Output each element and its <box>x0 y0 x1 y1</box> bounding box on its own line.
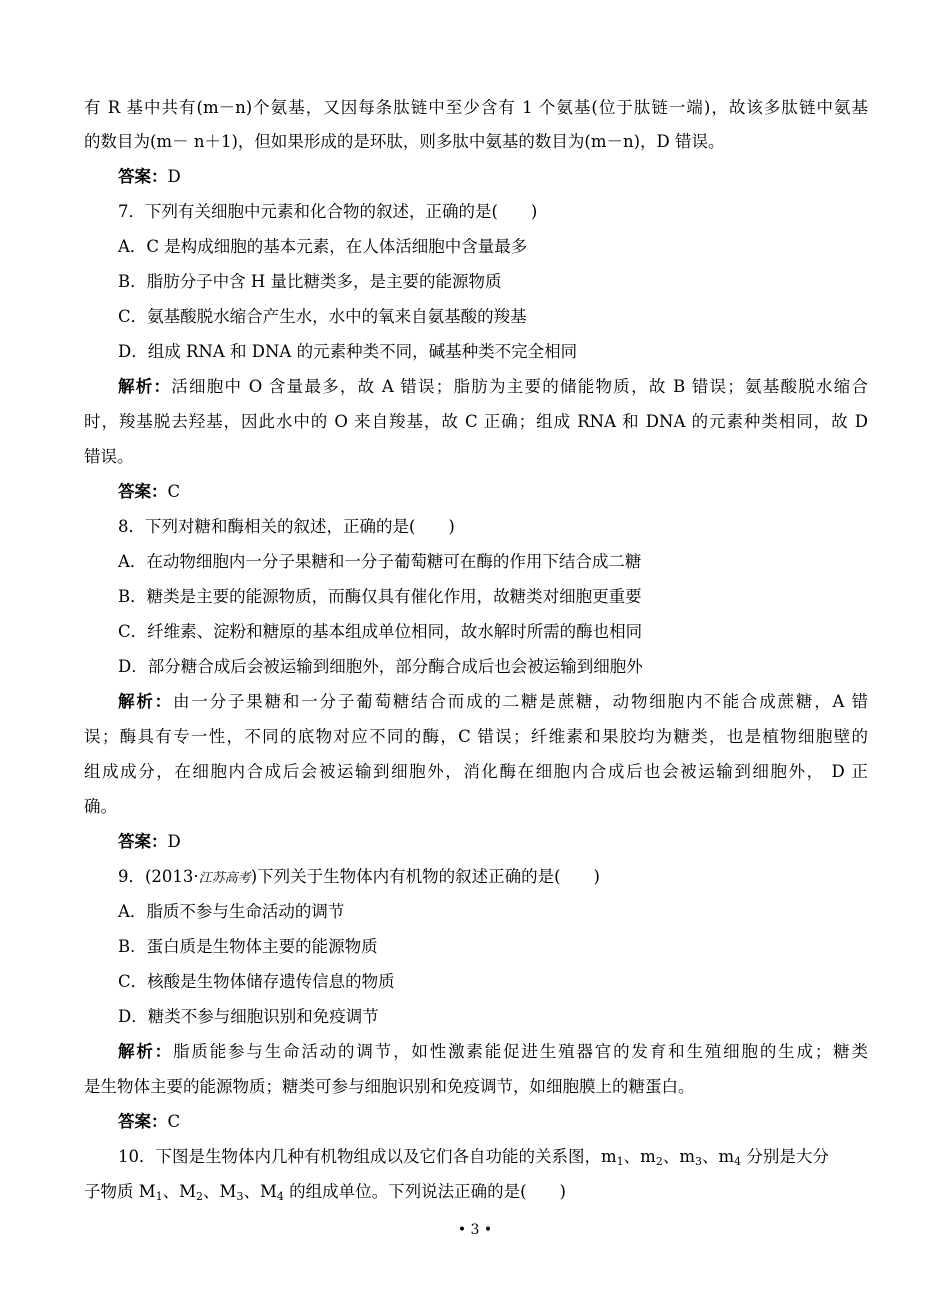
answer-line <box>118 165 868 189</box>
stem-text: )下列关于生物体内有机物的叙述正确的是( ) <box>250 867 600 886</box>
stem-text: 子物质 M <box>84 1182 156 1201</box>
answer-value: C <box>167 1112 181 1131</box>
explanation-text: 活细胞中 O 含量最多，故 A 错误；脂肪为主要的储能物质，故 B 错误；氨基酸脱水缩合 <box>171 377 868 396</box>
page-number: • 3 • <box>457 1222 493 1238</box>
question-8-option-b: B．糖类是主要的能源物质，而酶仅具有催化作用，故糖类对细胞更重要 <box>118 587 642 606</box>
question-9-option-d: D．糖类不参与细胞识别和免疫调节 <box>118 1007 379 1026</box>
explanation-line: 是生物体主要的能源物质；糖类可参与细胞识别和免疫调节，如细胞膜上的糖蛋白。 <box>84 1077 695 1096</box>
stem-text: 、M <box>203 1182 237 1201</box>
question-8-option-c: C．纤维素、淀粉和糖原的基本组成单位相同，故水解时所需的酶也相同 <box>118 622 643 641</box>
stem-prefix: 9．(2013· <box>118 867 199 886</box>
answer-value: C <box>167 482 181 501</box>
explanation-line <box>118 690 868 714</box>
subscript: 4 <box>276 1190 284 1203</box>
stem-text: 10．下图是生物体内几种有机物组成以及它们各自功能的关系图，m <box>118 1147 617 1166</box>
question-9-option-b: B．蛋白质是生物体主要的能源物质 <box>118 937 378 956</box>
explanation-text: 由一分子果糖和一分子葡萄糖结合而成的二糖是蔗糖，动物细胞内不能合成蔗糖，A 错 <box>172 692 868 711</box>
question-9-option-a: A．脂质不参与生命活动的调节 <box>118 902 345 921</box>
explanation-label: 解析： <box>118 1042 174 1061</box>
question-9-option-c: C．核酸是生物体储存遗传信息的物质 <box>118 972 395 991</box>
explanation-line: 时，羧基脱去羟基，因此水中的 O 来自羧基，故 C 正确；组成 RNA 和 DNA 的元素种类相同，故 D <box>84 412 868 431</box>
stem-text: 分别是大分 <box>741 1147 829 1166</box>
explanation-line <box>118 375 868 399</box>
answer-line <box>118 830 868 854</box>
question-7-stem: 7．下列有关细胞中元素和化合物的叙述，正确的是( ) <box>118 202 538 221</box>
stem-text: 、M <box>162 1182 197 1201</box>
stem-text: 、M <box>243 1182 277 1201</box>
subscript: 2 <box>196 1190 204 1203</box>
stem-text: 、m <box>701 1147 735 1166</box>
explanation-line: 组成成分，在细胞内合成后会被运输到细胞外，消化酶在细胞内合成后也会被运输到细胞外， D 正 <box>84 762 869 781</box>
answer-label: 答案： <box>118 167 168 186</box>
text-line: 有 R 基中共有(m－n)个氨基，又因每条肽链中至少含有 1 个氨基(位于肽链一端)，故该多肽链中氨基 <box>84 98 868 117</box>
explanation-label: 解析： <box>118 692 173 711</box>
question-7-option-b: B．脂肪分子中含 H 量比糖类多，是主要的能源物质 <box>118 272 502 291</box>
question-9-stem <box>118 865 868 891</box>
explanation-text: 脂质能参与生命活动的调节，如性激素能促进生殖器官的发育和生殖细胞的生成；糖类 <box>173 1042 869 1061</box>
answer-label: 答案： <box>118 1112 168 1131</box>
question-7-option-d: D．组成 RNA 和 DNA 的元素种类不同，碱基种类不完全相同 <box>118 342 578 361</box>
question-8-option-a: A．在动物细胞内一分子果糖和一分子葡萄糖可在酶的作用下结合成二糖 <box>118 552 642 571</box>
stem-text: 、m <box>662 1147 695 1166</box>
stem-text: 的组成单位。下列说法正确的是( ) <box>283 1182 566 1201</box>
explanation-label: 解析： <box>118 377 172 396</box>
question-7-option-a: A．C 是构成细胞的基本元素，在人体活细胞中含量最多 <box>118 237 528 256</box>
answer-label: 答案： <box>118 832 168 851</box>
question-7-option-c: C．氨基酸脱水缩合产生水，水中的氧来自氨基酸的羧基 <box>118 307 527 326</box>
explanation-line: 误；酶具有专一性，不同的底物对应不同的酶，C 错误；纤维素和果胶均为糖类，也是植物细胞壁的 <box>84 727 868 746</box>
source-label: 江苏高考 <box>198 871 251 886</box>
explanation-line: 确。 <box>84 797 117 816</box>
subscript: 3 <box>694 1155 702 1168</box>
explanation-line <box>118 1040 868 1064</box>
question-8-option-d: D．部分糖合成后会被运输到细胞外，部分酶合成后也会被运输到细胞外 <box>118 657 643 676</box>
question-10-stem <box>118 1145 868 1169</box>
text-line: 的数目为(m－ n＋1)，但如果形成的是环肽，则多肽中氨基的数目为(m－n)，D 错误。 <box>84 132 725 151</box>
subscript: 2 <box>655 1155 663 1168</box>
answer-value: D <box>167 832 181 851</box>
answer-value: D <box>167 167 181 186</box>
subscript: 1 <box>616 1155 624 1168</box>
question-8-stem: 8．下列对糖和酶相关的叙述，正确的是( ) <box>118 517 455 536</box>
answer-line <box>118 1110 868 1134</box>
explanation-line: 错误。 <box>84 447 134 466</box>
subscript: 1 <box>155 1190 163 1203</box>
answer-line <box>118 480 868 504</box>
stem-text: 、m <box>623 1147 656 1166</box>
question-10-stem-line-2 <box>84 1180 868 1204</box>
subscript: 3 <box>236 1190 244 1203</box>
subscript: 4 <box>734 1155 742 1168</box>
answer-label: 答案： <box>118 482 168 501</box>
